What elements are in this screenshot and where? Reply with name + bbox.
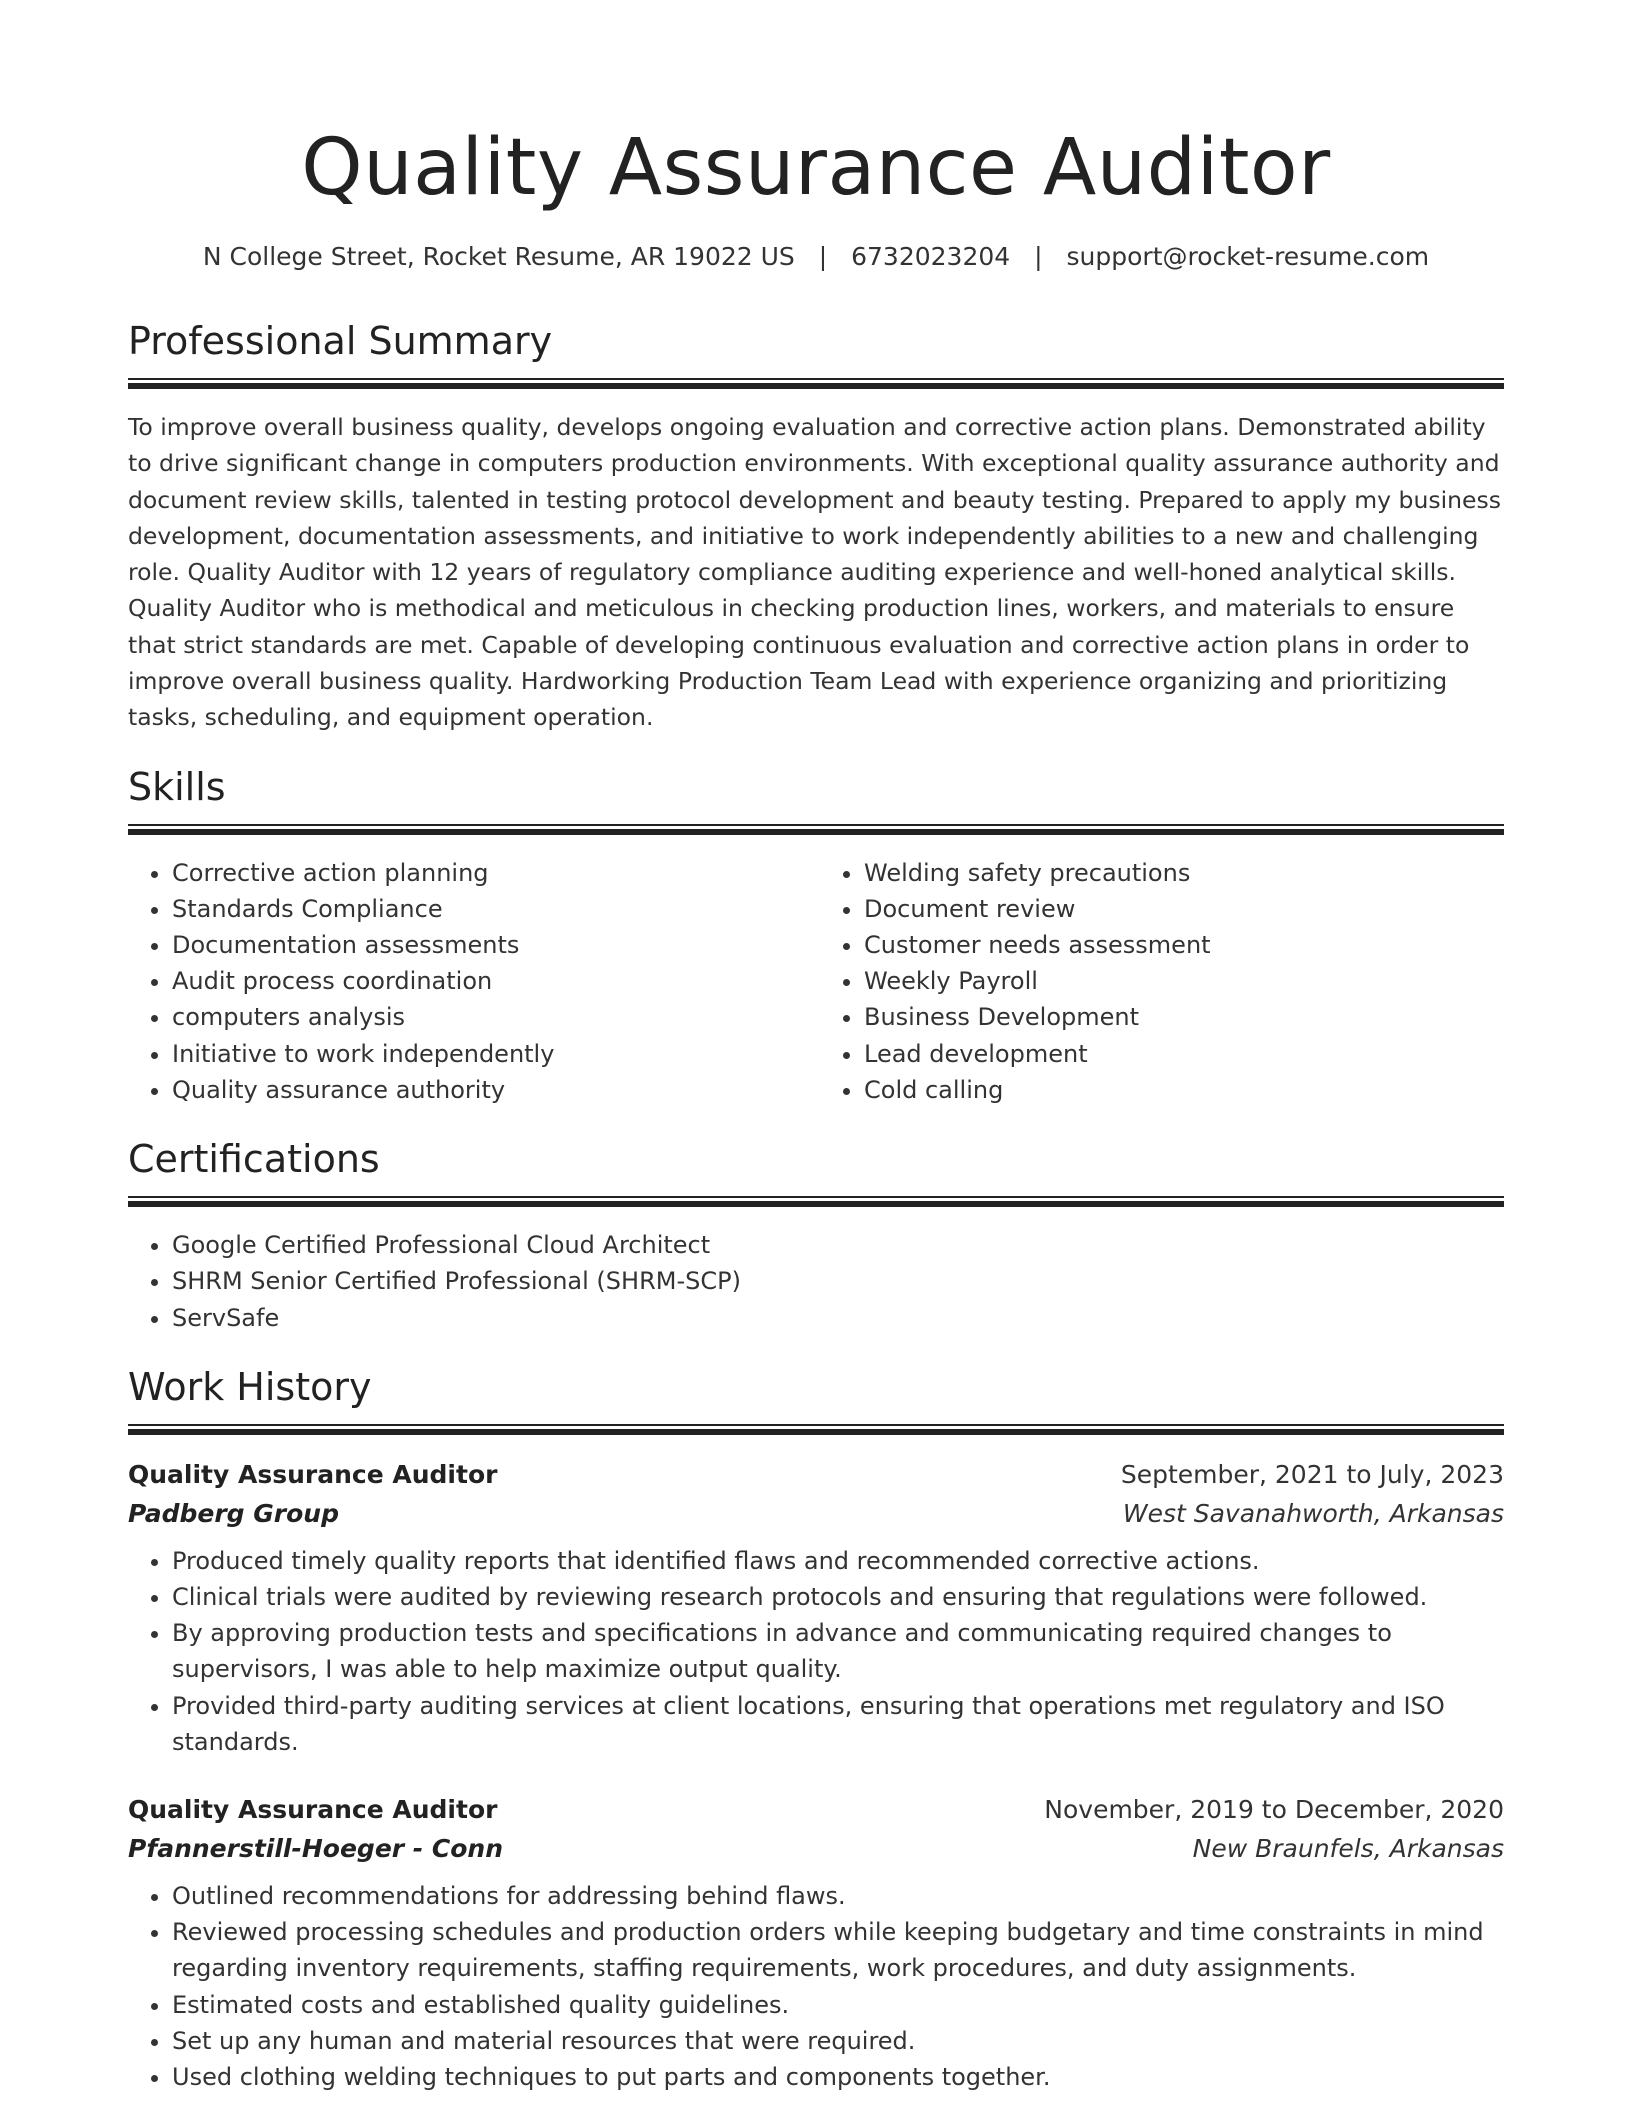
job-bullet: • Produced timely quality reports that identified flaws and recommended corrective actions. <box>172 1543 1504 1579</box>
skill-item: • Initiative to work independently <box>172 1036 816 1072</box>
resume-name: Quality Assurance Auditor <box>301 123 1331 213</box>
section-title-certifications: Certifications <box>128 1137 380 1182</box>
job-location: New Braunfels, Arkansas <box>1192 1833 1504 1863</box>
skills-section <box>128 764 1504 1108</box>
section-divider <box>128 824 1504 835</box>
summary-text: To improve overall business quality, develops ongoing evaluation and corrective action plans. Demonstrated ability to drive significant change in computers production environments. With exceptional quality assurance authority and document review skills, talented in testing protocol development and beauty testing. Prepared to apply my business development, documentation assessments, and initiative to work independently abilities to a new and challenging role. Quality Auditor with 12 years of regulatory compliance auditing experience and well-honed analytical skills. Quality Auditor who is methodical and meticulous in checking production lines, workers, and materials to ensure that strict standards are met. Capable of developing continuous evaluation and corrective action plans in order to improve overall business quality. Hardworking Production Team Lead with experience organizing and prioritizing tasks, scheduling, and equipment operation. <box>128 413 1501 732</box>
skill-item: • Documentation assessments <box>172 927 816 963</box>
job-subheader <box>128 1830 1504 1868</box>
job-subheader <box>128 1495 1504 1533</box>
job-bullet: • Outlined recommendations for addressing behind flaws. <box>172 1878 1504 1914</box>
certifications-list <box>128 1227 1504 1336</box>
skills-columns <box>128 855 1504 1108</box>
skill-item: • Corrective action planning <box>172 855 816 891</box>
job-bullet: • Clinical trials were audited by reviewing research protocols and ensuring that regulations were followed. <box>172 1579 1504 1615</box>
job-bullet: • By approving production tests and specifications in advance and communicating required changes to supervisors, I was able to help maximize output quality. <box>172 1615 1504 1687</box>
certification-item: • Google Certified Professional Cloud Architect <box>172 1227 1504 1263</box>
contact-line <box>128 240 1504 274</box>
job-company: Pfannerstill-Hoeger - Conn <box>128 1833 503 1863</box>
skill-item: • Lead development <box>864 1036 1504 1072</box>
skill-item: • Cold calling <box>864 1072 1504 1108</box>
job-title: Quality Assurance Auditor <box>128 1794 498 1824</box>
contact-separator: | <box>1034 242 1043 271</box>
job-title: Quality Assurance Auditor <box>128 1459 498 1489</box>
contact-separator: | <box>818 242 828 271</box>
job-bullets <box>128 1543 1504 1760</box>
skill-item: • Document review <box>864 891 1504 927</box>
contact-phone: 6732023204 <box>851 242 1011 271</box>
contact-address: N College Street, Rocket Resume, AR 19022 US <box>202 242 795 271</box>
job-company: Padberg Group <box>128 1498 339 1528</box>
skills-list-right <box>816 855 1504 1108</box>
job-dates: September, 2021 to July, 2023 <box>1120 1459 1504 1489</box>
job-bullets <box>128 1878 1504 2095</box>
work-history-section <box>128 1364 1504 2095</box>
job-header <box>128 1790 1504 1830</box>
job-bullet: • Reviewed processing schedules and production orders while keeping budgetary and time constraints in mind regarding inventory requirements, staffing requirements, work procedures, and duty assignments. <box>172 1914 1504 1986</box>
job-location: West Savanahworth, Arkansas <box>1122 1498 1504 1528</box>
certifications-section <box>128 1136 1504 1336</box>
skills-list-left <box>128 855 816 1108</box>
section-title-summary: Professional Summary <box>128 319 553 363</box>
section-title-work-history: Work History <box>128 1364 372 1409</box>
job-bullet: • Used clothing welding techniques to put parts and components together. <box>172 2059 1504 2095</box>
section-title-skills: Skills <box>128 764 226 809</box>
job-bullet: • Provided third-party auditing services at client locations, ensuring that operations met regulatory and ISO standards. <box>172 1688 1504 1760</box>
job-dates: November, 2019 to December, 2020 <box>1044 1794 1504 1824</box>
certification-item: • SHRM Senior Certified Professional (SHRM-SCP) <box>172 1263 1504 1299</box>
skill-item: • Business Development <box>864 999 1504 1035</box>
section-divider <box>128 378 1504 389</box>
skill-item: • Standards Compliance <box>172 891 816 927</box>
job-entry <box>128 1455 1504 1760</box>
skill-item: • Quality assurance authority <box>172 1072 816 1108</box>
skill-item: • Customer needs assessment <box>864 927 1504 963</box>
job-bullet: • Estimated costs and established quality guidelines. <box>172 1987 1504 2023</box>
job-entry <box>128 1790 1504 2095</box>
section-divider <box>128 1196 1504 1207</box>
skill-item: • computers analysis <box>172 999 816 1035</box>
skill-item: • Welding safety precautions <box>864 855 1504 891</box>
job-bullet: • Set up any human and material resources that were required. <box>172 2023 1504 2059</box>
summary-section <box>128 318 1504 736</box>
skill-item: • Weekly Payroll <box>864 963 1504 999</box>
certification-item: • ServSafe <box>172 1300 1504 1336</box>
section-divider <box>128 1424 1504 1435</box>
skill-item: • Audit process coordination <box>172 963 816 999</box>
job-header <box>128 1455 1504 1495</box>
contact-email: support@rocket-resume.com <box>1066 242 1430 271</box>
